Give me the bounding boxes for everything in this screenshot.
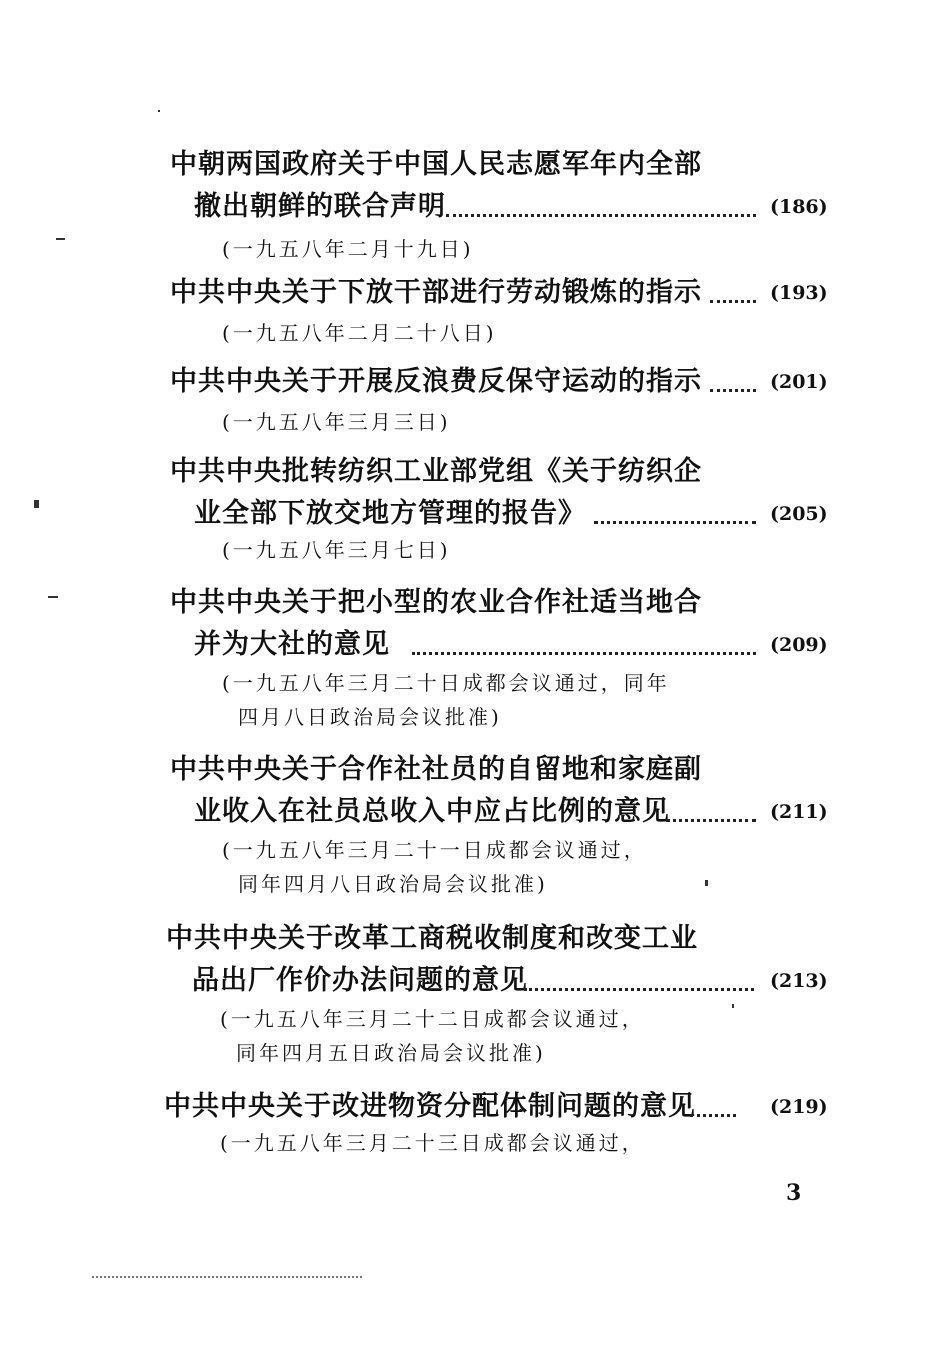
dot-leader [666, 817, 756, 822]
entry-page-number: (209) [770, 634, 828, 656]
dot-leader [412, 650, 756, 655]
entry-date: (一九五八年三月二十三日成都会议通过， [220, 1131, 645, 1155]
scan-speck [56, 238, 65, 240]
entry-page-number: (205) [770, 503, 828, 525]
scan-speck [34, 500, 39, 508]
entry-title-line-1: 中共中央关于把小型的农业合作社适当地合 [170, 587, 702, 618]
entry-date: (一九五八年三月七日) [222, 538, 451, 562]
entry-title-line-1: 中共中央关于下放干部进行劳动锻炼的指示 [170, 277, 702, 308]
entry-title-line-2: 并为大社的意见 [194, 629, 390, 660]
entry-date-line-1: (一九五八年三月二十一日成都会议通过， [222, 838, 647, 862]
entry-title-line-1: 中共中央批转纺织工业部党组《关于纺织企 [170, 456, 702, 487]
entry-date: (一九五八年二月十九日) [222, 237, 474, 261]
dot-leader [594, 519, 756, 524]
entry-page-number: (186) [770, 196, 828, 218]
entry-page-number: (213) [770, 970, 828, 992]
entry-date: (一九五八年三月三日) [222, 410, 451, 434]
scan-speck [732, 1004, 734, 1008]
scan-speck [48, 596, 58, 598]
entry-title-line-2: 撤出朝鲜的联合声明 [194, 191, 446, 222]
scan-speck [158, 110, 160, 112]
dot-leader [710, 387, 756, 392]
scan-speck [705, 880, 708, 886]
entry-date-line-2: 同年四月五日政治局会议批准) [236, 1041, 546, 1065]
page-number: 3 [786, 1180, 802, 1206]
entry-title-line-1: 中共中央关于改革工商税收制度和改变工业 [166, 923, 698, 954]
entry-title-line-2: 业全部下放交地方管理的报告》 [194, 498, 586, 529]
entry-title-line-2: 业收入在社员总收入中应占比例的意见 [194, 796, 670, 827]
entry-date-line-2: 四月八日政治局会议批准) [238, 705, 502, 729]
entry-title-line-1: 中朝两国政府关于中国人民志愿军年内全部 [170, 149, 702, 180]
entry-title-line-1: 中共中央关于改进物资分配体制问题的意见 [164, 1091, 696, 1122]
entry-date-line-1: (一九五八年三月二十二日成都会议通过， [220, 1007, 645, 1031]
entry-date-line-1: (一九五八年三月二十日成都会议通过，同年 [222, 671, 670, 695]
entry-page-number: (201) [770, 371, 828, 393]
scan-edge-line [92, 1276, 362, 1278]
entry-title-line-2: 品出厂作价办法问题的意见 [192, 965, 528, 996]
dot-leader [446, 212, 756, 217]
entry-page-number: (193) [770, 282, 828, 304]
entry-page-number: (211) [770, 801, 828, 823]
entry-date-line-2: 同年四月八日政治局会议批准) [238, 872, 548, 896]
entry-title-line-1: 中共中央关于合作社社员的自留地和家庭副 [170, 754, 702, 785]
entry-title-line-1: 中共中央关于开展反浪费反保守运动的指示 [170, 366, 702, 397]
entry-date: (一九五八年二月二十八日) [222, 321, 497, 345]
entry-page-number: (219) [770, 1096, 828, 1118]
dot-leader [524, 986, 754, 991]
dot-leader [690, 1112, 736, 1117]
dot-leader [710, 298, 756, 303]
